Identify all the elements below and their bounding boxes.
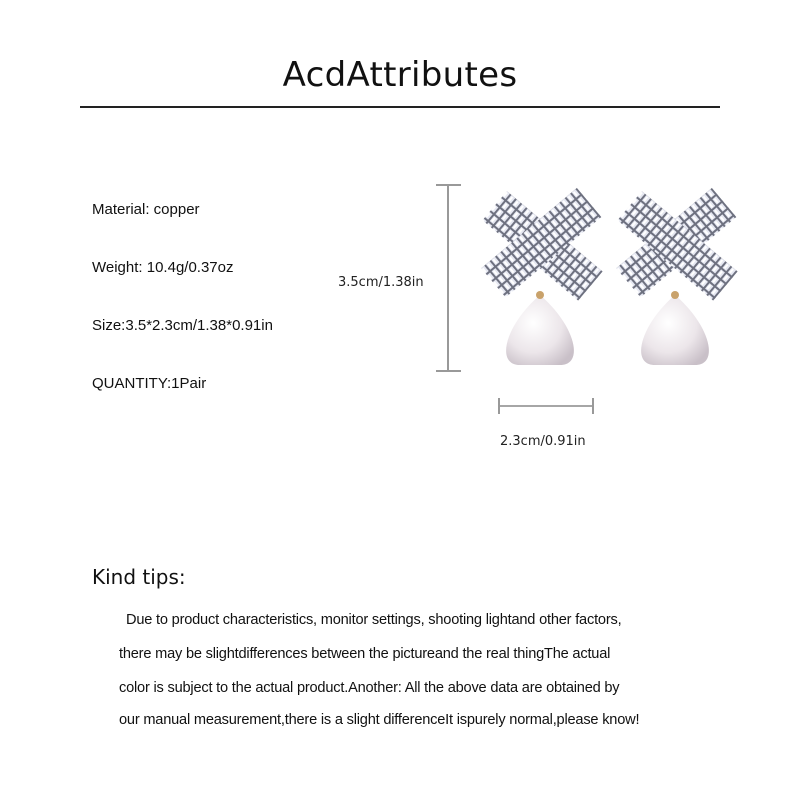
tip-line: our manual measurement,there is a slight differenceIt ispurely normal,please know! xyxy=(119,712,640,728)
tip-line: Due to product characteristics, monitor settings, shooting lightand other factors, xyxy=(126,612,622,628)
spec-size: Size:3.5*2.3cm/1.38*0.91in xyxy=(92,317,273,334)
right-earring xyxy=(616,188,737,365)
tip-line: there may be slightdifferences between the pictureand the real thingThe actual xyxy=(119,646,611,662)
page-title: AcdAttributes xyxy=(282,55,518,95)
spec-material: Material: copper xyxy=(92,201,200,218)
tip-line: color is subject to the actual product.Another: All the above data are obtained by xyxy=(119,680,620,696)
left-earring xyxy=(481,188,602,365)
width-label: 2.3cm/0.91in xyxy=(500,434,586,449)
height-label: 3.5cm/1.38in xyxy=(338,275,424,290)
earrings-product-image xyxy=(470,180,750,375)
tips-heading: Kind tips: xyxy=(92,565,186,589)
spec-weight: Weight: 10.4g/0.37oz xyxy=(92,259,234,276)
spec-quantity: QUANTITY:1Pair xyxy=(92,375,207,392)
